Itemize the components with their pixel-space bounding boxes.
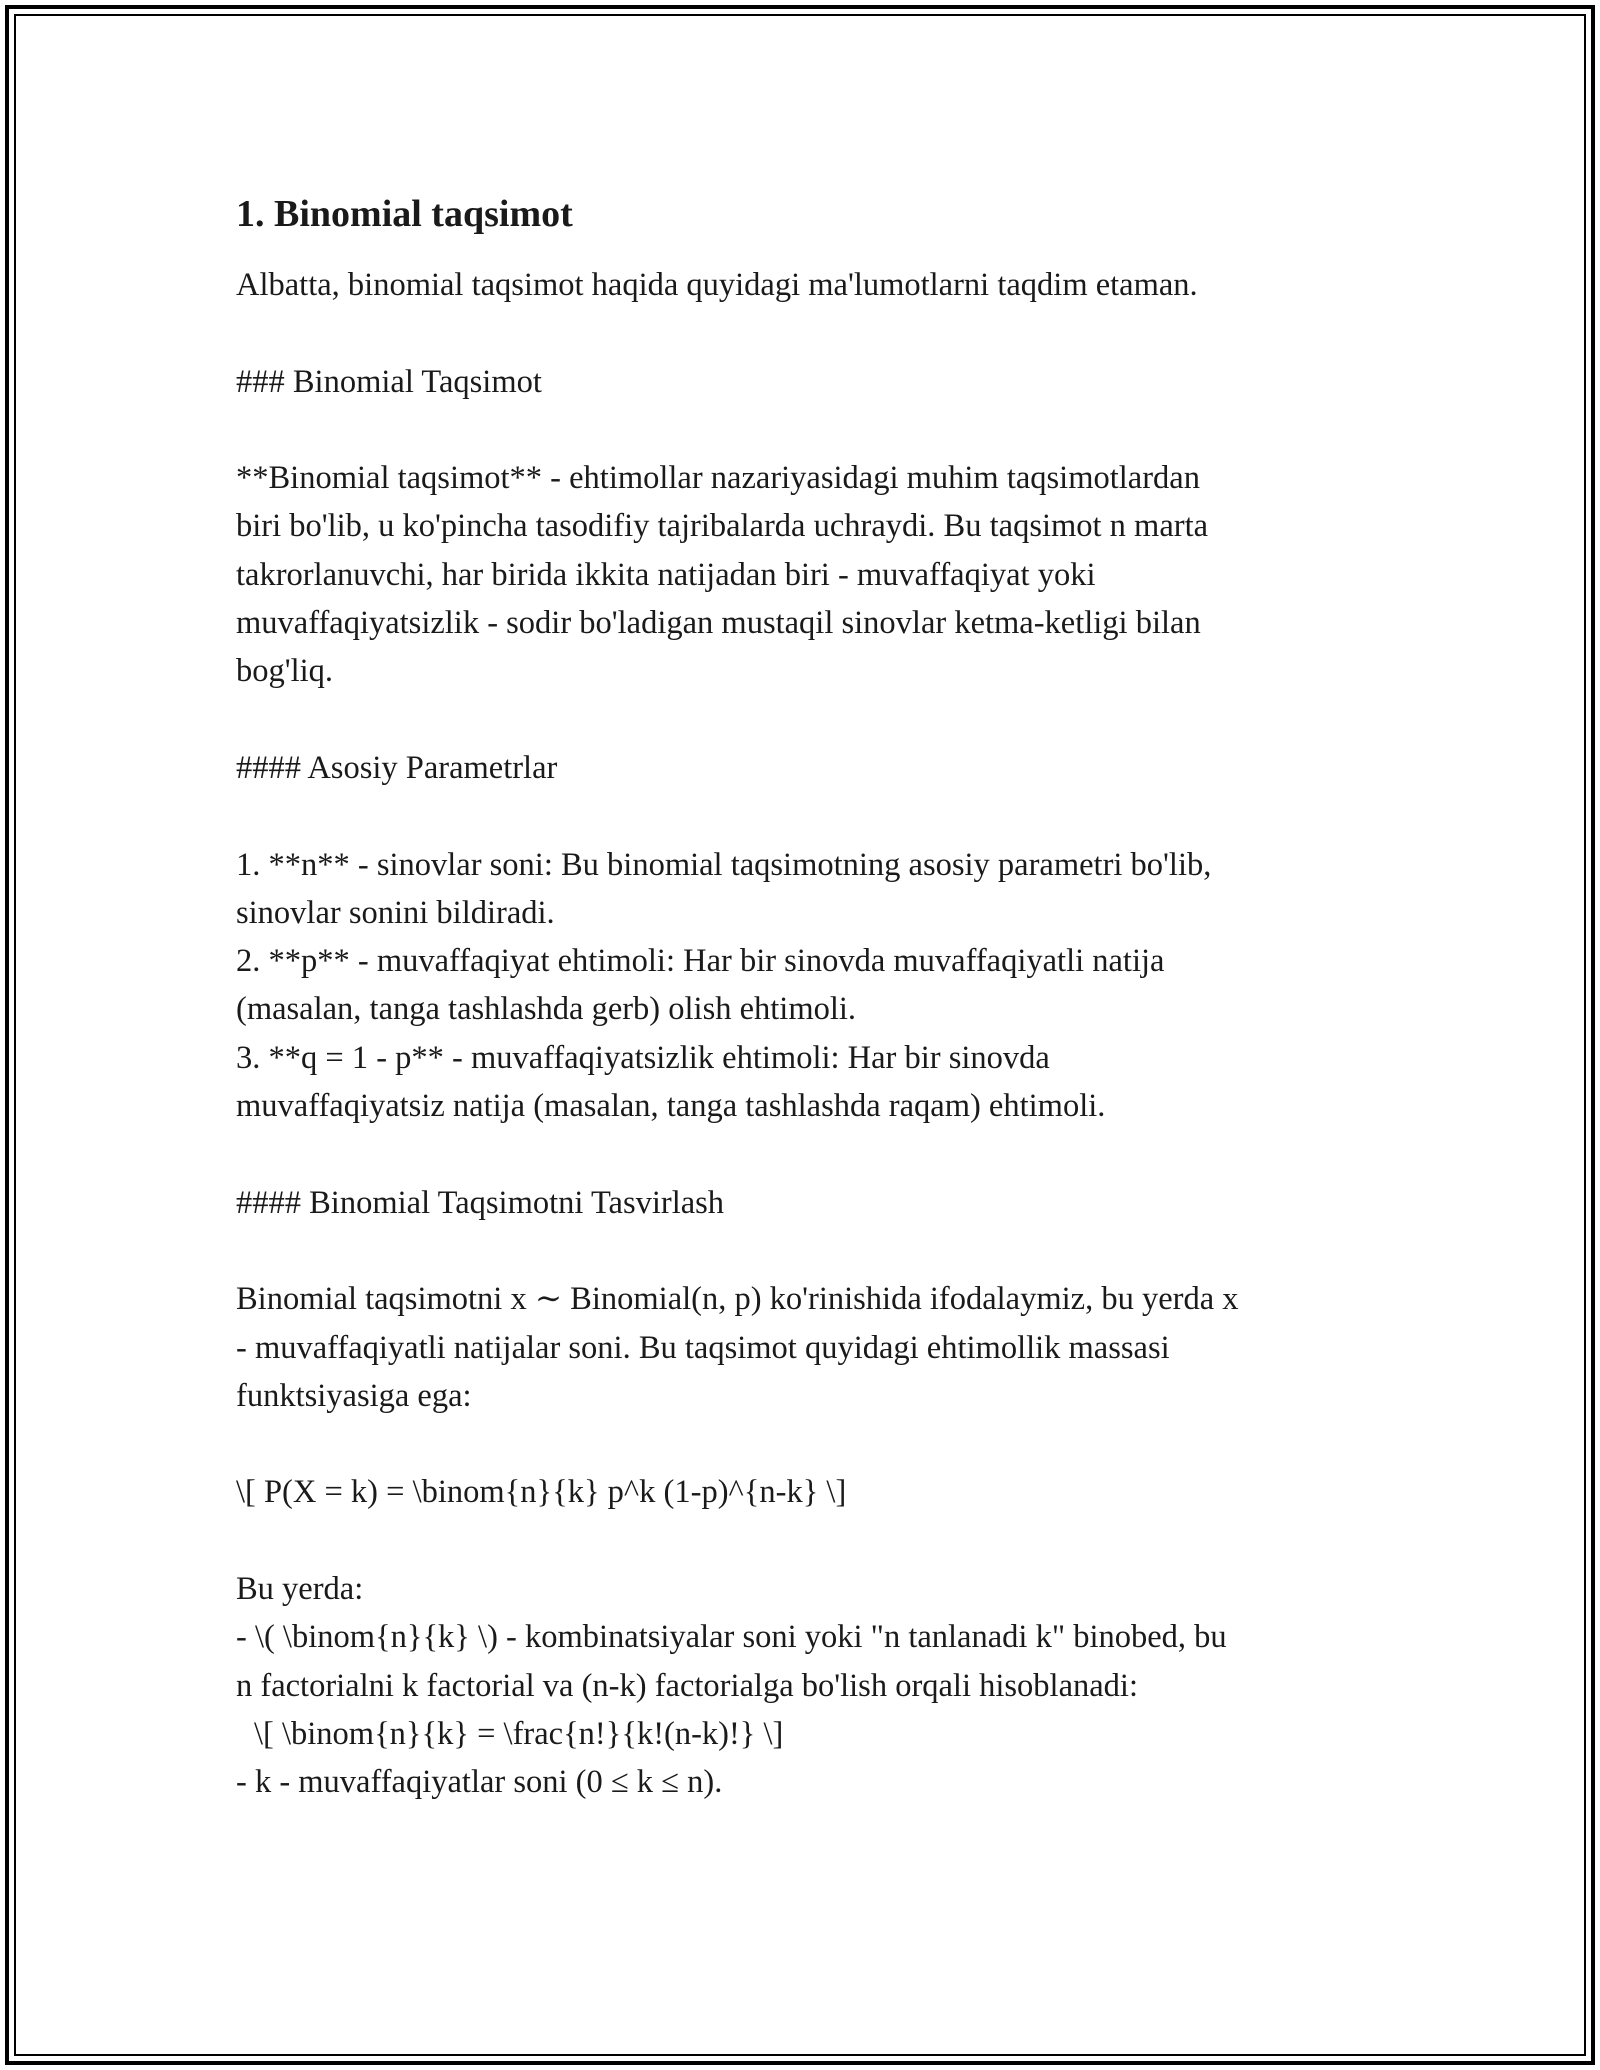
- paragraph-line: **Binomial taqsimot** - ehtimollar nazariyasidagi muhim taqsimotlardan: [236, 460, 1200, 497]
- blank-line: [236, 1130, 1386, 1178]
- formula-line: \[ P(X = k) = \binom{n}{k} p^k (1-p)^{n-k} \]: [236, 1474, 847, 1511]
- section-heading: ### Binomial Taqsimot: [236, 363, 542, 400]
- list-item-line: 1. **n** - sinovlar soni: Bu binomial taqsimotning asosiy parametri bo'lib,: [236, 846, 1212, 883]
- list-item-line: 3. **q = 1 - p** - muvaffaqiyatsizlik ehtimoli: Har bir sinovda: [236, 1039, 1050, 1076]
- blank-line: [236, 309, 1386, 357]
- formula-line: \[ \binom{n}{k} = \frac{n!}{k!(n-k)!} \]: [254, 1715, 784, 1752]
- list-item-line: - \( \binom{n}{k} \) - kombinatsiyalar soni yoki "n tanlanadi k" binobed, bu: [236, 1619, 1227, 1656]
- list-item-line: 2. **p** - muvaffaqiyat ehtimoli: Har bir sinovda muvaffaqiyatli natija: [236, 943, 1165, 980]
- paragraph-line: takrorlanuvchi, har birida ikkita natijadan biri - muvaffaqiyat yoki: [236, 556, 1096, 593]
- paragraph-line: bog'liq.: [236, 653, 334, 690]
- list-item-line: - k - muvaffaqiyatlar soni (0 ≤ k ≤ n).: [236, 1764, 723, 1801]
- list-item-line: n factorialni k factorial va (n-k) factorialga bo'lish orqali hisoblanadi:: [236, 1667, 1138, 1704]
- list-item-line: (masalan, tanga tashlashda gerb) olish ehtimoli.: [236, 991, 857, 1028]
- blank-line: [236, 1420, 1386, 1468]
- paragraph-line: funktsiyasiga ega:: [236, 1377, 472, 1414]
- blank-line: [236, 1227, 1386, 1275]
- paragraph-line: biri bo'lib, u ko'pincha tasodifiy tajribalarda uchraydi. Bu taqsimot n marta: [236, 508, 1209, 545]
- subsection-heading: #### Binomial Taqsimotni Tasvirlash: [236, 1184, 725, 1221]
- paragraph-line: Bu yerda:: [236, 1571, 364, 1608]
- list-item-line: sinovlar sonini bildiradi.: [236, 894, 555, 931]
- blank-line: [236, 1517, 1386, 1565]
- paragraph-line: - muvaffaqiyatli natijalar soni. Bu taqsimot quyidagi ehtimollik massasi: [236, 1329, 1170, 1366]
- document-title: 1. Binomial taqsimot: [236, 193, 573, 235]
- blank-line: [236, 696, 1386, 744]
- paragraph-line: muvaffaqiyatsizlik - sodir bo'ladigan mustaqil sinovlar ketma-ketligi bilan: [236, 605, 1201, 642]
- intro-line: Albatta, binomial taqsimot haqida quyidagi ma'lumotlarni taqdim etaman.: [236, 267, 1198, 303]
- list-item-line: muvaffaqiyatsiz natija (masalan, tanga tashlashda raqam) ehtimoli.: [236, 1088, 1106, 1125]
- document-body: [236, 187, 1386, 1807]
- blank-line: [236, 792, 1386, 840]
- paragraph-line: Binomial taqsimotni x ∼ Binomial(n, p) ko'rinishida ifodalaymiz, bu yerda x: [236, 1281, 1239, 1318]
- subsection-heading: #### Asosiy Parametrlar: [236, 749, 558, 786]
- blank-line: [236, 406, 1386, 454]
